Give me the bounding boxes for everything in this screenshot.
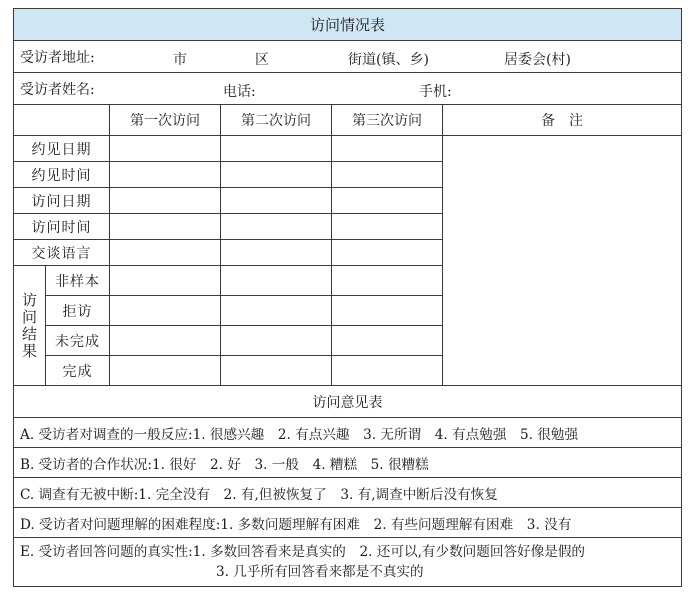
cell-non-sample-1[interactable]	[110, 266, 221, 296]
result-label-non-sample: 非样本	[46, 266, 110, 296]
cell-refused-2[interactable]	[221, 296, 332, 326]
cell-appointment-date-1[interactable]	[110, 136, 221, 162]
column-header-second-visit: 第二次访问	[221, 105, 332, 136]
cell-visit-time-1[interactable]	[110, 214, 221, 240]
phone-label: 电话:	[223, 84, 256, 100]
mobile-label: 手机:	[419, 84, 452, 100]
cell-visit-time-3[interactable]	[332, 214, 443, 240]
cell-language-3[interactable]	[332, 240, 443, 266]
cell-visit-time-2[interactable]	[221, 214, 332, 240]
interview-table	[13, 8, 682, 587]
visit-result-char: 果	[21, 341, 37, 360]
cell-non-sample-2[interactable]	[221, 266, 332, 296]
row-label-visit-date: 访问日期	[14, 188, 110, 214]
question-b: B. 受访者的合作状况:1. 很好 2. 好 3. 一般 4. 糟糕 5. 很糟糕	[14, 448, 682, 478]
cell-non-sample-3[interactable]	[332, 266, 443, 296]
question-c: C. 调查有无被中断:1. 完全没有 2. 有,但被恢复了 3. 有,调查中断后没有恢复	[14, 478, 682, 508]
row-label-visit-time: 访问时间	[14, 214, 110, 240]
cell-complete-3[interactable]	[332, 356, 443, 386]
address-row	[14, 41, 682, 73]
cell-incomplete-1[interactable]	[110, 326, 221, 356]
visit-result-char: 问	[21, 307, 37, 326]
question-d: D. 受访者对问题理解的困难程度:1. 多数问题理解有困难 2. 有些问题理解有困难 3. 没有	[14, 508, 682, 538]
cell-visit-date-3[interactable]	[332, 188, 443, 214]
cell-language-2[interactable]	[221, 240, 332, 266]
result-label-refused: 拒访	[46, 296, 110, 326]
address-label: 受访者地址:	[20, 49, 95, 66]
interview-form	[13, 8, 681, 587]
visit-result-char: 结	[21, 324, 37, 343]
cell-appointment-date-3[interactable]	[332, 136, 443, 162]
question-e-line2: 3. 几乎所有回答看来都是不真实的	[216, 564, 424, 580]
header-corner-cell	[14, 105, 110, 136]
name-label: 受访者姓名:	[20, 81, 95, 98]
cell-refused-3[interactable]	[332, 296, 443, 326]
row-label-appointment-time: 约见时间	[14, 162, 110, 188]
cell-visit-date-2[interactable]	[221, 188, 332, 214]
remarks-cell[interactable]	[443, 136, 682, 386]
name-row	[14, 73, 682, 105]
cell-refused-1[interactable]	[110, 296, 221, 326]
cell-language-1[interactable]	[110, 240, 221, 266]
address-committee: 居委会(村)	[504, 52, 571, 68]
cell-incomplete-3[interactable]	[332, 326, 443, 356]
question-e	[14, 538, 682, 587]
result-label-complete: 完成	[46, 356, 110, 386]
result-label-incomplete: 未完成	[46, 326, 110, 356]
column-header-first-visit: 第一次访问	[110, 105, 221, 136]
visit-result-char: 访	[21, 290, 37, 309]
cell-appointment-time-3[interactable]	[332, 162, 443, 188]
question-e-line1: E. 受访者回答问题的真实性:1. 多数回答看来是真实的 2. 还可以,有少数问题回答好像是假的	[20, 544, 586, 560]
cell-appointment-time-2[interactable]	[221, 162, 332, 188]
row-label-appointment-date: 约见日期	[14, 136, 110, 162]
cell-complete-1[interactable]	[110, 356, 221, 386]
cell-visit-date-1[interactable]	[110, 188, 221, 214]
cell-incomplete-2[interactable]	[221, 326, 332, 356]
address-district: 区	[255, 52, 269, 68]
question-a: A. 受访者对调查的一般反应:1. 很感兴趣 2. 有点兴趣 3. 无所谓 4. 有点勉强 5. 很勉强	[14, 418, 682, 448]
opinion-section-title: 访问意见表	[14, 386, 682, 418]
column-header-remarks: 备 注	[443, 105, 682, 136]
cell-complete-2[interactable]	[221, 356, 332, 386]
column-header-third-visit: 第三次访问	[332, 105, 443, 136]
address-city: 市	[173, 52, 187, 68]
cell-appointment-time-1[interactable]	[110, 162, 221, 188]
visit-result-label	[14, 266, 46, 386]
form-title: 访问情况表	[14, 9, 682, 41]
row-label-language: 交谈语言	[14, 240, 110, 266]
cell-appointment-date-2[interactable]	[221, 136, 332, 162]
address-street: 街道(镇、乡)	[348, 52, 429, 68]
